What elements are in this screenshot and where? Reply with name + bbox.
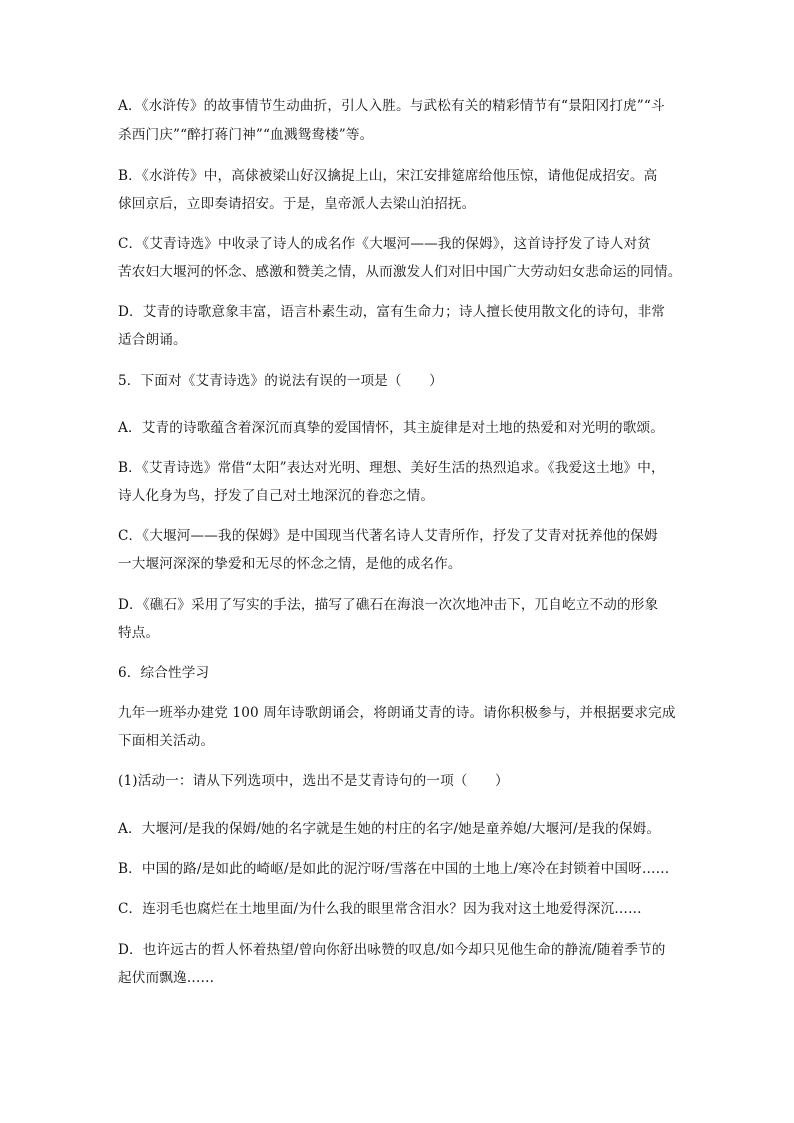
text-line: 一大堰河深深的挚爱和无尽的怀念之情，是他的成名作。 [118, 556, 462, 572]
text-line: 下面相关活动。 [118, 733, 215, 749]
text-line: D．也许远古的哲人怀着热望/曾向你舒出咏赞的叹息/如今却只见他生命的静流/随着季节的 [118, 942, 666, 958]
text-line: D．艾青的诗歌意象丰富，语言朴素生动，富有生命力；诗人擅长使用散文化的诗句，非常 [118, 304, 666, 320]
text-line: 俅回京后，立即奏请招安。于是，皇帝派人去梁山泊招抚。 [118, 196, 476, 212]
text-line: C．《艾青诗选》中收录了诗人的成名作《大堰河——我的保姆》，这首诗抒发了诗人对贫 [118, 236, 651, 252]
text-line: A．大堰河/是我的保姆/她的名字就是生她的村庄的名字/她是童养媳/大堰河/是我的保姆。 [118, 821, 661, 837]
text-line: D．《礁石》采用了写实的手法，描写了礁石在海浪一次次地冲击下，兀自屹立不动的形象 [118, 597, 659, 613]
text-line: B．《艾青诗选》常借“太阳”表达对光明、理想、美好生活的热烈追求。《我爱这土地》中， [118, 460, 665, 476]
text-line: 诗人化身为鸟，抒发了自己对土地深沉的眷恋之情。 [118, 488, 435, 504]
text-line: 特点。 [118, 625, 160, 641]
text-line: C．《大堰河——我的保姆》是中国现当代著名诗人艾青所作，抒发了艾青对抚养他的保姆 [118, 528, 658, 544]
text-line: A．艾青的诗歌蕴含着深沉而真挚的爱国情怀，其主旋律是对土地的热爱和对光明的歌颂。 [118, 420, 664, 436]
text-line: 杀西门庆”“醉打蒋门神”“血溅鸳鸯楼”等。 [118, 127, 374, 143]
text-line: C．连羽毛也腐烂在土地里面/为什么我的眼里常含泪水？因为我对这土地爱得深沉…… [118, 901, 642, 917]
text-line: 苦农妇大堰河的怀念、感激和赞美之情，从而激发人们对旧中国广大劳动妇女悲命运的同情。 [118, 264, 682, 280]
text-line: (1)活动一：请从下列选项中，选出不是艾青诗句的一项（ ） [118, 773, 509, 789]
text-line: A．《水浒传》的故事情节生动曲折，引人入胜。与武松有关的精彩情节有“景阳冈打虎”“斗 [118, 98, 665, 114]
text-line: 起伏而飘逸…… [118, 970, 215, 986]
text-line: 5．下面对《艾青诗选》的说法有误的一项是（ ） [118, 373, 443, 389]
text-line: 6．综合性学习 [118, 665, 210, 681]
text-line: 适合朗诵。 [118, 332, 187, 348]
text-line: B．《水浒传》中，高俅被梁山好汉擒捉上山，宋江安排筵席给他压惊，请他促成招安。高 [118, 168, 658, 184]
text-line: B．中国的路/是如此的崎岖/是如此的泥泞呀/雪落在中国的土地上/寒冷在封锁着中国呀…… [118, 861, 670, 877]
text-line: 九年一班举办建党 100 周年诗歌朗诵会，将朗诵艾青的诗。请你积极参与，并根据要求完成 [118, 705, 676, 721]
